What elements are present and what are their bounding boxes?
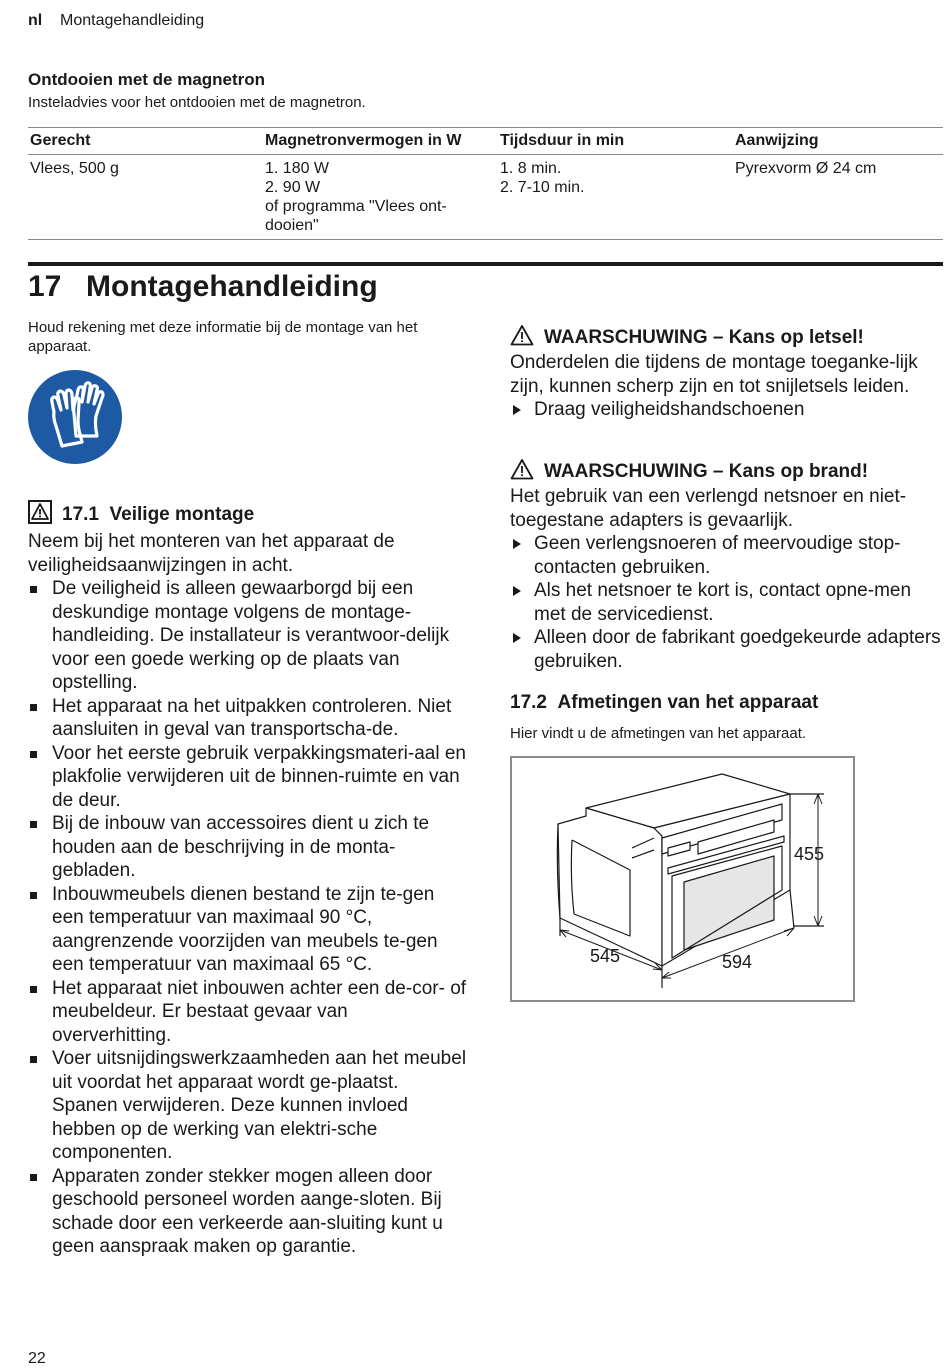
safety-heading-number: 17.1 [62, 504, 99, 525]
defrost-table [28, 127, 943, 240]
warning-injury-steps [510, 398, 942, 422]
dimensions-heading [510, 692, 942, 714]
warning-box-icon [28, 500, 52, 524]
safety-gloves-icon [28, 370, 122, 464]
power-line: 2. 90 W [265, 179, 321, 196]
time-line: 1. 8 min. [500, 160, 562, 177]
list-item: Alleen door de fabrikant goedgekeurde adapters gebruiken. [510, 626, 942, 673]
time-line: 2. 7-10 min. [500, 179, 585, 196]
header-language: nl [28, 12, 43, 29]
safety-intro: Neem bij het monteren van het apparaat de veiligheidsaanwijzingen in acht. [28, 531, 395, 576]
chapter-number: 17 [28, 270, 62, 303]
dimensions-heading-number: 17.2 [510, 692, 547, 713]
warning-triangle-icon [510, 458, 534, 480]
cell-power [263, 155, 498, 240]
list-item: Bij de inbouw van accessoires dient u zich te houden aan de beschrijving in de monta-gebladen. [28, 812, 468, 883]
column-header-dish: Gerecht [28, 128, 263, 155]
chapter-rule [28, 262, 943, 266]
dimensions-heading-title: Afmetingen van het apparaat [557, 692, 819, 713]
page-number: 22 [28, 1350, 46, 1367]
power-line: 1. 180 W [265, 160, 330, 177]
list-item: Inbouwmeubels dienen bestand te zijn te-gen een temperatuur van maximaal 90 °C, aangrenzende voorzijden van meubels te-gen een temperatuur van maximaal 65 °C. [28, 883, 468, 977]
safety-section [28, 500, 468, 1259]
list-item: Voer uitsnijdingswerkzaamheden aan het meubel uit voordat het apparaat wordt ge-plaatst. Spanen verwijderen. Deze kunnen invloed hebben op de werking van elektri-sche componenten. [28, 1047, 468, 1165]
list-item: Apparaten zonder stekker mogen alleen door geschoold personeel worden aange-sloten. Bij schade door een verkeerde aan-sluiting kunt u geen aanspraak maken op garantie. [28, 1165, 468, 1259]
chapter-title: Montagehandleiding [86, 270, 378, 303]
column-header-note: Aanwijzing [733, 128, 943, 155]
column-header-power: Magnetronvermogen in W [263, 128, 498, 155]
safety-heading-title: Veilige montage [109, 504, 255, 525]
height-dimension-label: 455 [794, 844, 825, 864]
warning-injury-text: Onderdelen die tijdens de montage toeganke-lijk zijn, kunnen scherp zijn en tot snijletsels leiden. [510, 352, 918, 397]
cell-note: Pyrexvorm Ø 24 cm [733, 155, 943, 240]
list-item: Als het netsnoer te kort is, contact opne-men met de servicedienst. [510, 579, 942, 626]
warning-fire-text: Het gebruik van een verlengd netsnoer en niet-toegestane adapters is gevaarlijk. [510, 486, 907, 531]
cell-dish: Vlees, 500 g [28, 155, 263, 240]
list-item: Geen verlengsnoeren of meervoudige stop-contacten gebruiken. [510, 532, 942, 579]
dimensions-figure [510, 756, 855, 1002]
warning-triangle-icon [510, 324, 534, 346]
cell-time [498, 155, 733, 240]
table-row [28, 155, 943, 240]
list-item: Het apparaat na het uitpakken controleren. Niet aansluiten in geval van transportscha-de. [28, 695, 468, 742]
defrost-title: Ontdooien met de magnetron [28, 70, 266, 89]
depth-dimension-label: 545 [590, 946, 621, 966]
width-dimension-label: 594 [722, 952, 753, 972]
oven-dimension-drawing [512, 758, 853, 1000]
column-header-time: Tijdsduur in min [498, 128, 733, 155]
warning-fire-steps [510, 532, 942, 673]
warning-fire-title [510, 458, 942, 483]
dimensions-intro: Hier vindt u de afmetingen van het apparaat. [510, 725, 807, 742]
list-item: Draag veiligheidshandschoenen [510, 398, 942, 422]
chapter-heading [28, 270, 378, 304]
table-header-row [28, 128, 943, 155]
safety-list [28, 577, 468, 1259]
header-title: Montagehandleiding [60, 12, 205, 29]
list-item: Het apparaat niet inbouwen achter een de-cor- of meubeldeur. Er bestaat gevaar van oververhitting. [28, 977, 468, 1048]
warning-fire-title-text: WAARSCHUWING – Kans op brand! [544, 461, 869, 482]
safety-heading [28, 500, 468, 526]
list-item: De veiligheid is alleen gewaarborgd bij een deskundige montage volgens de montage-handleiding. De installateur is verantwoor-delijk voor een goede werking op de plaats van opstelling. [28, 577, 468, 695]
chapter-intro: Houd rekening met deze informatie bij de montage van het apparaat. [28, 319, 418, 355]
warning-injury [510, 324, 942, 422]
list-item: Voor het eerste gebruik verpakkingsmateri-aal en plakfolie verwijderen uit de binnen-ruimte en van de deur. [28, 742, 468, 813]
warning-injury-title [510, 324, 942, 349]
warning-fire [510, 458, 942, 673]
warning-injury-title-text: WAARSCHUWING – Kans op letsel! [544, 327, 864, 348]
defrost-intro: Insteladvies voor het ontdooien met de magnetron. [28, 94, 366, 111]
power-line: of programma "Vlees ont- [265, 198, 447, 215]
power-line: dooien" [265, 217, 319, 234]
